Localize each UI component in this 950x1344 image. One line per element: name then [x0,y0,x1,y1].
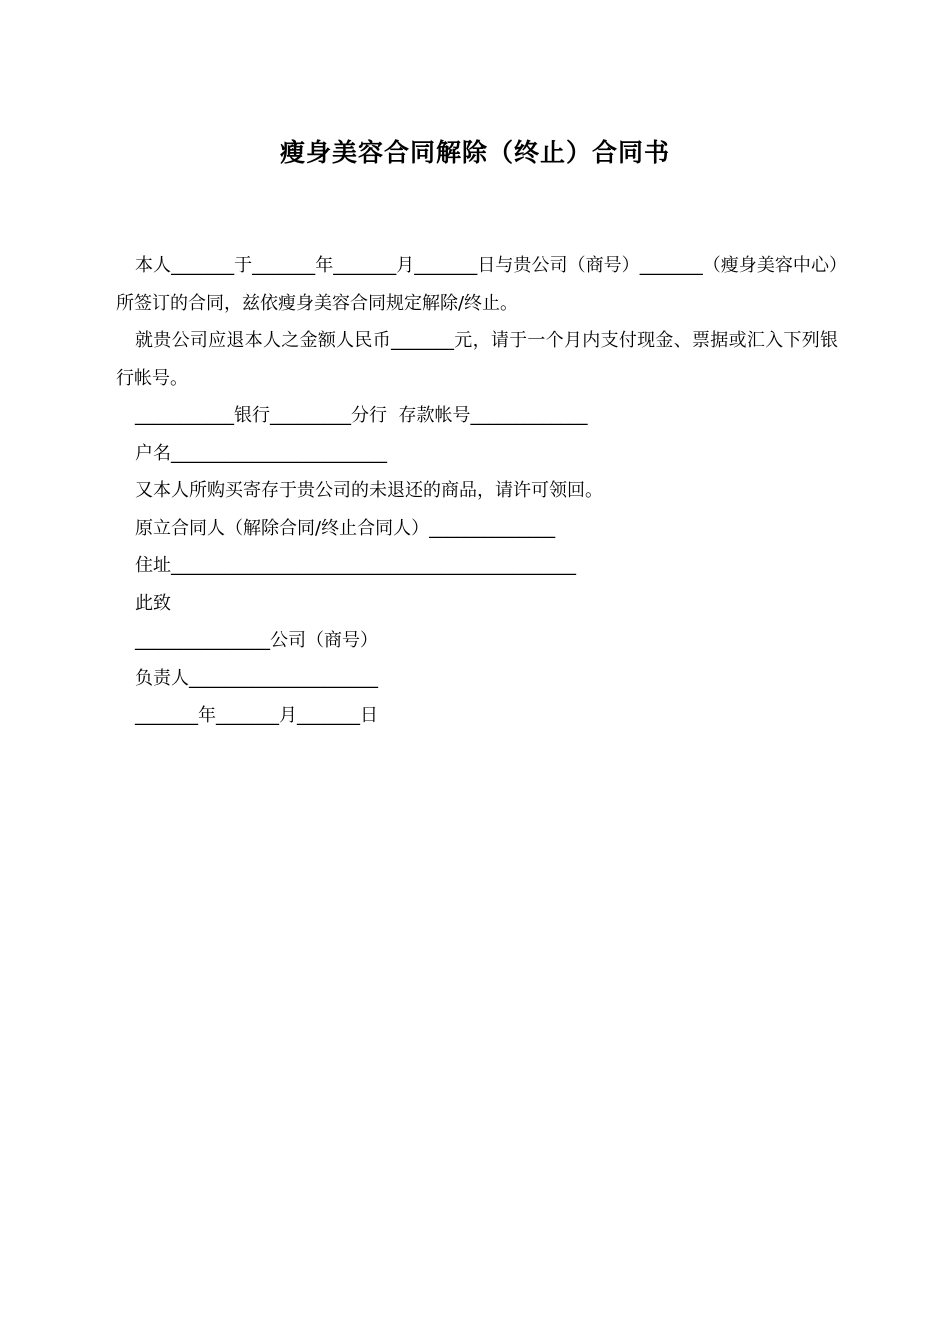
address-line: 住址_____________________________________________ [135,555,576,576]
company-line: _______________公司（商号） [135,630,378,651]
date-line: _______年_______月_______日 [135,705,378,726]
bank-account-line: ___________银行_________分行 存款帐号_____________ [135,405,588,426]
document-body [116,247,838,735]
goods-return-line: 又本人所购买寄存于贵公司的未退还的商品，请许可领回。 [135,480,603,501]
responsible-person-line: 负责人_____________________ [135,667,378,689]
salutation-line: 此致 [135,592,171,614]
original-party-line: 原立合同人（解除合同/终止合同人）______________ [135,517,556,539]
document-title: 瘦身美容合同解除（终止）合同书 [279,138,670,167]
refund-request-paragraph: 就贵公司应退本人之金额人民币_______元，请于一个月内支付现金、票据或汇入下列银行帐号。 [116,330,838,389]
termination-statement-paragraph: 本人_______于_______年_______月_______日与贵公司（商号）_______（瘦身美容中心）所签订的合同，兹依瘦身美容合同规定解除/终止。 [116,255,838,314]
account-name-line: 户名________________________ [135,442,387,464]
